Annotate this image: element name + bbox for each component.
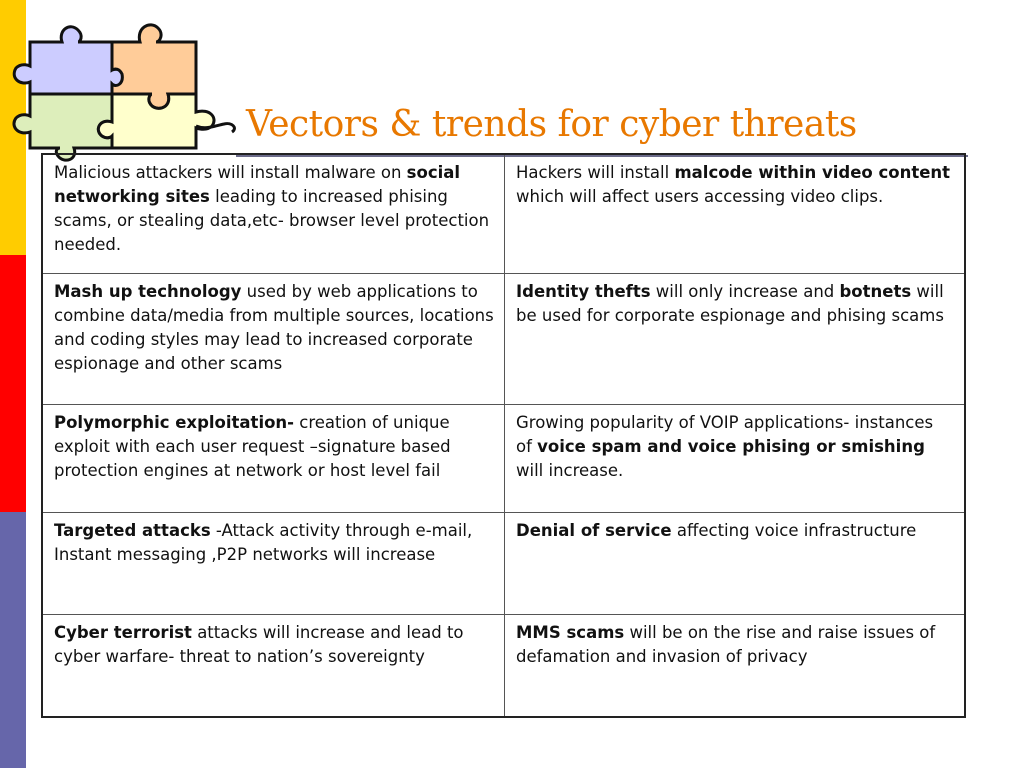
cell-bold-text: Polymorphic exploitation-: [54, 413, 295, 432]
table-cell: [42, 615, 505, 718]
table-row: [42, 405, 965, 513]
cell-bold-text: MMS scams: [516, 623, 625, 642]
threats-table: [41, 153, 966, 718]
cell-text: creation of unique exploit with each user request –signature based protection engines at network or host level fail: [54, 413, 451, 480]
table-row: [42, 154, 965, 274]
cell-bold-text: Mash up technology: [54, 282, 242, 301]
table-cell: [505, 615, 966, 718]
cell-bold-text: Cyber terrorist: [54, 623, 192, 642]
cell-bold-text: Targeted attacks: [54, 521, 211, 540]
cell-text: which will affect users accessing video clips.: [516, 187, 884, 206]
cell-text: will be on the rise and raise issues of defamation and invasion of privacy: [516, 623, 936, 666]
table-cell: [505, 405, 966, 513]
side-bar-purple: [0, 512, 26, 768]
table-row: [42, 615, 965, 718]
table-cell: [505, 154, 966, 274]
cell-text: will increase.: [516, 461, 624, 480]
cell-text: affecting voice infrastructure: [671, 521, 917, 540]
cell-text: Growing popularity of VOIP applications- instances of: [516, 413, 934, 456]
cell-text: will only increase and: [650, 282, 840, 301]
cell-bold-text: malcode within video content: [674, 163, 951, 182]
cell-bold-text: social networking sites: [54, 163, 461, 206]
table-cell: [42, 154, 505, 274]
table-cell: [505, 274, 966, 405]
puzzle-pieces-icon: [0, 12, 240, 162]
table-cell: [42, 405, 505, 513]
cell-bold-text: Denial of service: [516, 521, 672, 540]
cell-text: will be used for corporate espionage and phising scams: [516, 282, 944, 325]
cell-text: Hackers will install: [516, 163, 675, 182]
cell-bold-text: voice spam and voice phising or smishing: [537, 437, 925, 456]
puzzle-piece-lavender: [14, 27, 125, 94]
cell-text: attacks will increase and lead to cyber warfare- threat to nation’s sovereignty: [54, 623, 464, 666]
cell-bold-text: Identity thefts: [516, 282, 651, 301]
cell-text: -Attack activity through e-mail, Instant messaging ,P2P networks will increase: [54, 521, 473, 564]
side-bar-red: [0, 255, 26, 512]
cell-text: leading to increased phising scams, or stealing data,etc- browser level protection needed.: [54, 187, 490, 254]
table-row: [42, 513, 965, 615]
cell-text: Malicious attackers will install malware on: [54, 163, 407, 182]
table-cell: [42, 513, 505, 615]
cell-text: used by web applications to combine data/media from multiple sources, locations and coding styles may lead to increased corporate espionage and other scams: [54, 282, 494, 373]
cell-bold-text: botnets: [839, 282, 912, 301]
table-row: [42, 274, 965, 405]
table-cell: [42, 274, 505, 405]
slide-title: Vectors & trends for cyber threats: [246, 104, 857, 145]
table-cell: [505, 513, 966, 615]
